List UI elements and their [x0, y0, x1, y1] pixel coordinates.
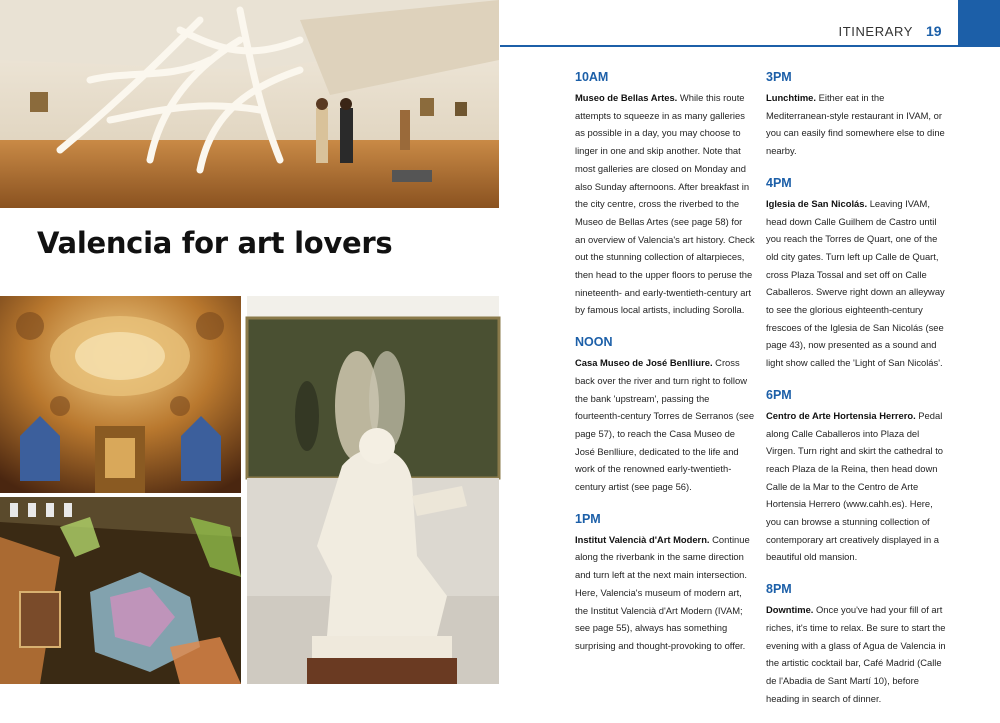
stop-description — [766, 89, 946, 160]
statue-photo — [247, 296, 499, 684]
stop-text: Either eat in the Mediterranean-style restaurant in IVAM, or you can easily find somewhere else to dine nearby. — [766, 92, 945, 157]
stop-time: 4PM — [766, 175, 792, 190]
stop-place: Institut Valencià d'Art Modern. — [575, 533, 710, 545]
stop-place: Lunchtime. — [766, 92, 817, 103]
stop-text: Once you've had your fill of art riches, it's time to relax. Be sure to start the evening with a glass of Agua de Valencia in the artistic cocktail bar, Café Madrid (Calle de l'Abadia de Sant Martí 10), before heading in search of dinner. — [766, 604, 946, 704]
stop-description — [766, 407, 946, 566]
stop-place: Casa Museo de José Benlliure. — [575, 357, 713, 369]
itinerary-stop — [766, 70, 946, 160]
stop-description — [575, 354, 755, 496]
stop-time: 10AM — [575, 70, 609, 84]
stop-description — [766, 601, 946, 707]
header-rule — [500, 45, 1000, 47]
itinerary-stop — [766, 388, 946, 566]
itinerary-stop — [575, 512, 755, 655]
stop-time: 3PM — [766, 70, 792, 84]
running-head: ITINERARY — [838, 24, 913, 39]
church-ceiling-photo — [0, 296, 241, 493]
stop-time: 6PM — [766, 387, 792, 402]
itinerary-column-right — [766, 70, 946, 723]
itinerary-stop — [766, 582, 946, 707]
stop-text: Pedal along Calle Caballeros into Plaza del Virgen. Turn right and skirt the cathedral to reach Plaza de la Reina, then head down Calle de la Mar to the Centro de Arte Hortensia Herrero (www.cahh.es). Here, you can browse a stunning collection of contemporary art creatively displayed in a beautiful old mansion. — [766, 409, 944, 563]
itinerary-stop — [575, 335, 755, 496]
header-color-tab — [958, 0, 1000, 47]
stop-place: Museo de Bellas Artes. — [575, 92, 678, 103]
stop-text: Cross back over the river and turn right to follow the bank 'upstream', passing the fourteenth-century Torres de Serranos (see page 57), to reach the Casa Museo de José Benlliure, dedicated to the life and work of the renowned early-twentieth-century artist (see page 56). — [575, 357, 755, 493]
page-number: 19 — [926, 23, 942, 39]
stop-text: Leaving IVAM, head down Calle Guilhem de Castro until you reach the Torres de Quart, one of the old city gates. Turn left up Calle de Quart, cross Plaza Tossal and set off on Calle Caballeros. Swerve right down an alleyway to see the glorious eighteenth-century frescoes of the Iglesia de San Nicolás (see page 43), now presented as a sound and light show called the 'Light of San Nicolás'. — [766, 197, 945, 369]
stop-place: Centro de Arte Hortensia Herrero. — [766, 409, 916, 421]
stop-place: Iglesia de San Nicolás. — [766, 197, 868, 209]
stop-text: While this route attempts to squeeze in as many galleries as possible in a day, you may choose to linger in one and skip another. Note that most galleries are closed on Monday and also Sunday afternoons. After breakfast in the city centre, cross the riverbed to the Museo de Bellas Artes (see page 58) for an overview of Valencia's art history. Check out the stunning collection of altarpieces, then head to the upper floors to peruse the nineteenth- and early-twentieth-century art by famous local artists, including Sorolla. — [575, 92, 755, 316]
itinerary-stop — [766, 176, 946, 372]
stop-time: NOON — [575, 335, 613, 350]
stop-description — [575, 89, 755, 319]
stop-time: 8PM — [766, 582, 792, 597]
glass-installation-photo — [0, 497, 241, 684]
gallery-photo — [0, 0, 499, 208]
stop-text: Continue along the riverbank in the same direction and turn left at the next main intersection. Here, Valencia's museum of modern art, the Institut Valencià d'Art Modern (IVAM; see page 55), always has something surprising and thought-provoking to offer. — [575, 533, 750, 651]
stop-time: 1PM — [575, 511, 601, 526]
spread-title: Valencia for art lovers — [37, 226, 393, 260]
itinerary-column-left — [575, 70, 755, 671]
itinerary-stop — [575, 70, 755, 319]
stop-place: Downtime. — [766, 604, 814, 616]
stop-description — [575, 531, 755, 655]
stop-description — [766, 195, 946, 372]
